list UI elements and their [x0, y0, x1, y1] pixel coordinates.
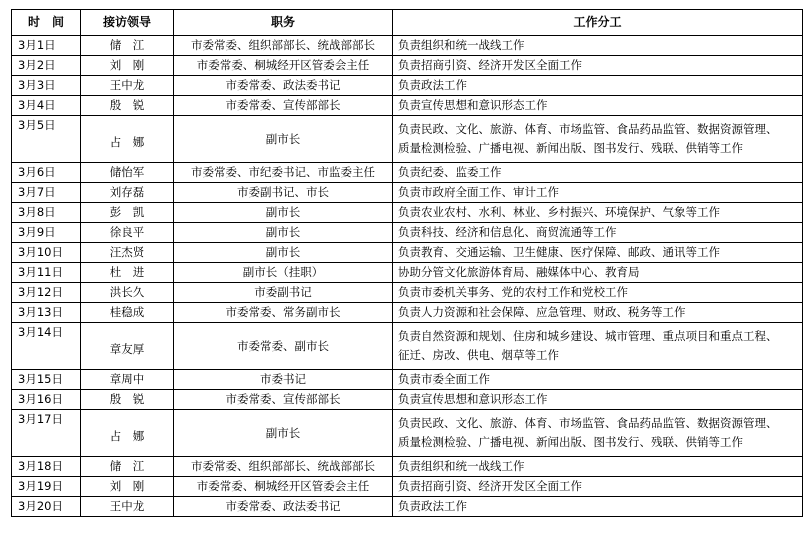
table-row [12, 477, 803, 497]
duty-line: 征迁、房改、供电、烟草等工作 [398, 348, 559, 362]
table-header-row [12, 10, 803, 36]
cell-person: 殷 锐 [81, 96, 174, 116]
duty-line: 负责教育、交通运输、卫生健康、医疗保障、邮政、通讯等工作 [398, 245, 720, 259]
header-time: 时 间 [12, 10, 81, 36]
cell-date: 3月18日 [12, 457, 81, 477]
duty-line: 负责招商引资、经济开发区全面工作 [398, 58, 582, 72]
duty-line: 负责科技、经济和信息化、商贸流通等工作 [398, 225, 617, 239]
table-row [12, 303, 803, 323]
header-person: 接访领导 [81, 10, 174, 36]
header-duty: 工作分工 [393, 10, 803, 36]
table-row [12, 263, 803, 283]
cell-date: 3月13日 [12, 303, 81, 323]
duty-line: 负责宣传思想和意识形态工作 [398, 98, 548, 112]
table-row [12, 96, 803, 116]
cell-person: 王中龙 [81, 76, 174, 96]
cell-person: 王中龙 [81, 497, 174, 517]
cell-duty [393, 323, 803, 370]
duty-line: 负责组织和统一战线工作 [398, 38, 525, 52]
cell-position: 市委书记 [174, 370, 393, 390]
cell-position: 市委常委、宣传部部长 [174, 390, 393, 410]
cell-date: 3月3日 [12, 76, 81, 96]
cell-date: 3月15日 [12, 370, 81, 390]
table-row [12, 203, 803, 223]
cell-position: 市委常委、市纪委书记、市监委主任 [174, 163, 393, 183]
cell-person: 储怡军 [81, 163, 174, 183]
table-row [12, 56, 803, 76]
duty-line: 负责招商引资、经济开发区全面工作 [398, 479, 582, 493]
cell-date: 3月10日 [12, 243, 81, 263]
cell-duty [393, 477, 803, 497]
cell-date: 3月5日 [12, 116, 81, 163]
cell-person: 储 江 [81, 457, 174, 477]
cell-date: 3月20日 [12, 497, 81, 517]
cell-duty [393, 76, 803, 96]
table-row [12, 36, 803, 56]
duty-line: 负责市委机关事务、党的农村工作和党校工作 [398, 285, 628, 299]
table-row [12, 370, 803, 390]
cell-person: 殷 锐 [81, 390, 174, 410]
cell-duty [393, 163, 803, 183]
cell-duty [393, 283, 803, 303]
table-row [12, 223, 803, 243]
cell-duty [393, 370, 803, 390]
duty-line: 负责农业农村、水利、林业、乡村振兴、环境保护、气象等工作 [398, 205, 720, 219]
cell-position: 市委常委、桐城经开区管委会主任 [174, 477, 393, 497]
cell-duty [393, 56, 803, 76]
cell-position: 市委副书记、市长 [174, 183, 393, 203]
cell-person: 彭 凯 [81, 203, 174, 223]
cell-person: 占 娜 [81, 116, 174, 163]
cell-position: 副市长 [174, 410, 393, 457]
cell-person: 杜 进 [81, 263, 174, 283]
cell-duty [393, 390, 803, 410]
cell-date: 3月2日 [12, 56, 81, 76]
cell-person: 桂稳成 [81, 303, 174, 323]
table-row [12, 163, 803, 183]
cell-date: 3月14日 [12, 323, 81, 370]
header-position: 职务 [174, 10, 393, 36]
table-row [12, 497, 803, 517]
cell-date: 3月11日 [12, 263, 81, 283]
duty-line: 负责纪委、监委工作 [398, 165, 502, 179]
cell-duty [393, 223, 803, 243]
cell-position: 市委常委、组织部部长、统战部部长 [174, 36, 393, 56]
cell-date: 3月1日 [12, 36, 81, 56]
cell-date: 3月6日 [12, 163, 81, 183]
cell-date: 3月8日 [12, 203, 81, 223]
table-row [12, 76, 803, 96]
cell-date: 3月17日 [12, 410, 81, 457]
cell-duty [393, 410, 803, 457]
duty-line: 负责市政府全面工作、审计工作 [398, 185, 559, 199]
cell-position: 市委常委、副市长 [174, 323, 393, 370]
duty-line: 负责政法工作 [398, 499, 467, 513]
cell-duty [393, 457, 803, 477]
cell-duty [393, 36, 803, 56]
table-row [12, 183, 803, 203]
schedule-table-container [11, 9, 803, 517]
cell-person: 洪长久 [81, 283, 174, 303]
table-row [12, 283, 803, 303]
duty-line: 质量检测检验、广播电视、新闻出版、图书发行、残联、供销等工作 [398, 435, 743, 449]
cell-duty [393, 96, 803, 116]
duty-line: 负责人力资源和社会保障、应急管理、财政、税务等工作 [398, 305, 686, 319]
cell-duty [393, 183, 803, 203]
cell-person: 储 江 [81, 36, 174, 56]
cell-person: 占 娜 [81, 410, 174, 457]
cell-person: 章友厚 [81, 323, 174, 370]
cell-position: 市委常委、政法委书记 [174, 76, 393, 96]
cell-date: 3月19日 [12, 477, 81, 497]
cell-position: 副市长（挂职） [174, 263, 393, 283]
cell-person: 徐良平 [81, 223, 174, 243]
duty-line: 质量检测检验、广播电视、新闻出版、图书发行、残联、供销等工作 [398, 141, 743, 155]
duty-line: 负责宣传思想和意识形态工作 [398, 392, 548, 406]
table-row [12, 457, 803, 477]
cell-position: 市委常委、组织部部长、统战部部长 [174, 457, 393, 477]
cell-person: 章周中 [81, 370, 174, 390]
cell-person: 刘存磊 [81, 183, 174, 203]
cell-duty [393, 303, 803, 323]
cell-position: 市委常委、宣传部部长 [174, 96, 393, 116]
cell-person: 刘 刚 [81, 56, 174, 76]
duty-line: 负责民政、文化、旅游、体育、市场监管、食品药品监管、数据资源管理、 [398, 416, 778, 430]
table-row [12, 116, 803, 163]
cell-position: 市委常委、政法委书记 [174, 497, 393, 517]
table-row [12, 410, 803, 457]
cell-position: 副市长 [174, 116, 393, 163]
cell-position: 副市长 [174, 243, 393, 263]
duty-line: 负责民政、文化、旅游、体育、市场监管、食品药品监管、数据资源管理、 [398, 122, 778, 136]
cell-position: 市委常委、桐城经开区管委会主任 [174, 56, 393, 76]
table-body [12, 36, 803, 517]
duty-line: 协助分管文化旅游体育局、融媒体中心、教育局 [398, 265, 640, 279]
cell-position: 市委常委、常务副市长 [174, 303, 393, 323]
table-row [12, 243, 803, 263]
cell-position: 副市长 [174, 223, 393, 243]
cell-duty [393, 497, 803, 517]
duty-line: 负责自然资源和规划、住房和城乡建设、城市管理、重点项目和重点工程、 [398, 329, 778, 343]
cell-duty [393, 263, 803, 283]
cell-duty [393, 203, 803, 223]
cell-person: 汪杰贤 [81, 243, 174, 263]
cell-date: 3月12日 [12, 283, 81, 303]
cell-date: 3月7日 [12, 183, 81, 203]
cell-position: 市委副书记 [174, 283, 393, 303]
cell-person: 刘 刚 [81, 477, 174, 497]
reception-schedule-table [11, 9, 803, 517]
cell-duty [393, 116, 803, 163]
cell-duty [393, 243, 803, 263]
table-row [12, 390, 803, 410]
cell-date: 3月16日 [12, 390, 81, 410]
table-row [12, 323, 803, 370]
cell-date: 3月4日 [12, 96, 81, 116]
duty-line: 负责市委全面工作 [398, 372, 490, 386]
cell-position: 副市长 [174, 203, 393, 223]
duty-line: 负责政法工作 [398, 78, 467, 92]
cell-date: 3月9日 [12, 223, 81, 243]
duty-line: 负责组织和统一战线工作 [398, 459, 525, 473]
